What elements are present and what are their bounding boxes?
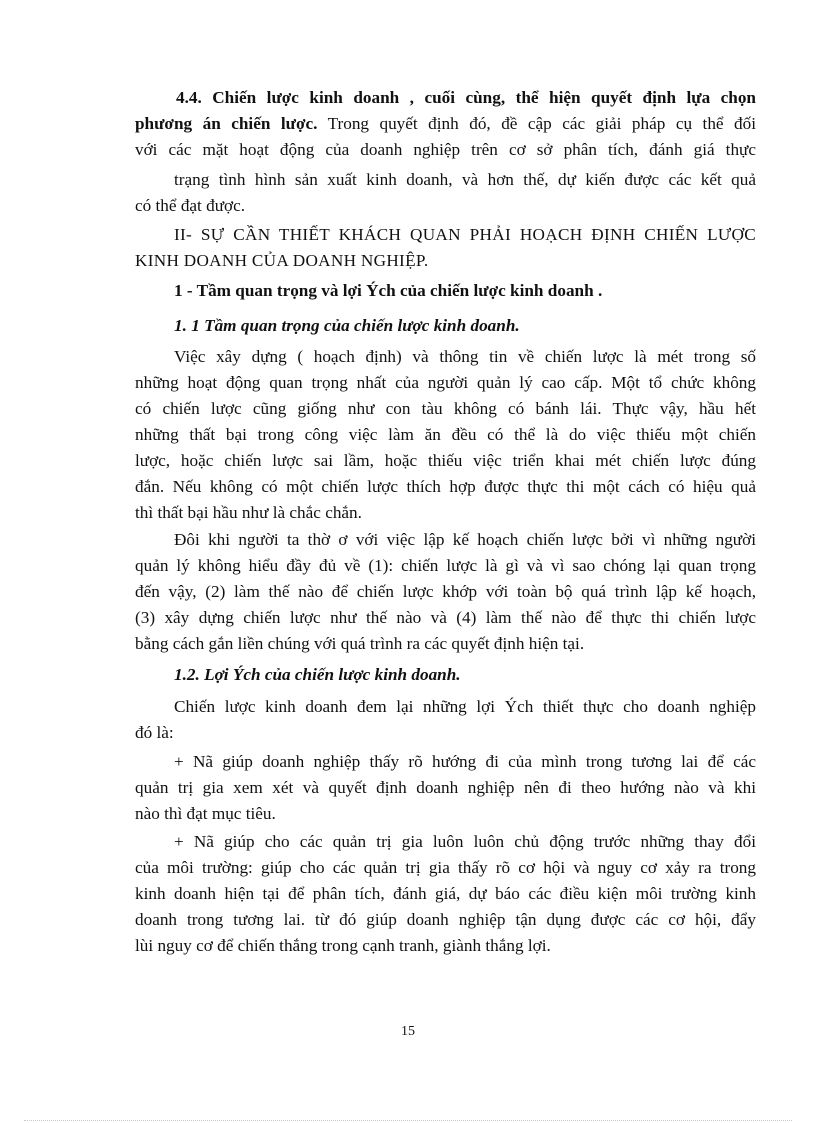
paragraph-1-line: đắn. Nếu không có một chiến lược thích hợp được thực thi một cách có hiệu quả (135, 477, 756, 496)
section-4-4-continuation (174, 167, 756, 193)
paragraph-1-line: thì thất bại hầu như là chắc chắn. (135, 503, 362, 522)
paragraph-4-line: nào thì đạt mục tiêu. (135, 804, 276, 823)
section-II-line2: KINH DOANH CỦA DOANH NGHIỆP. (135, 251, 429, 270)
section-4-4-line5: có thể đạt được. (135, 196, 246, 215)
paragraph-4-line: quản trị gia xem xét và quyết định doanh nghiệp nên đi theo hướng nào và khi (135, 778, 756, 797)
paragraph-2-line: đến vậy, (2) làm thế nào để chiến lược khớp với toàn bộ quá trình lập kế hoạch, (135, 582, 756, 601)
section-4-4-paragraph (135, 85, 756, 163)
paragraph-5-line: của môi trường: giúp cho các quản trị gia thấy rõ cơ hội và nguy cơ xảy ra trong (135, 858, 756, 877)
paragraph-1-line: có chiến lược cũng giống như con tàu không có bánh lái. Thực vậy, hầu hết (135, 399, 756, 418)
section-4-4-line3: với các mặt hoạt động của doanh nghiệp trên cơ sở phân tích, đánh giá thực (135, 140, 756, 159)
heading-1 (174, 278, 756, 304)
page-bottom-divider (24, 1120, 792, 1121)
paragraph-3 (135, 694, 756, 746)
paragraph-4-line: + Nã giúp doanh nghiệp thấy rõ hướng đi của mình trong tương lai để các (174, 752, 756, 771)
heading-1-2 (174, 662, 756, 688)
paragraph-5-line: kinh doanh hiện tại để phân tích, đánh giá, dự báo các điều kiện môi trường kinh (135, 884, 756, 903)
paragraph-5-line: lùi nguy cơ để chiến thắng trong cạnh tranh, giành thắng lợi. (135, 936, 551, 955)
heading-1-1 (174, 313, 756, 339)
section-II-line1: II- SỰ CẦN THIẾT KHÁCH QUAN PHẢI HOẠCH ĐỊNH CHIẾN LƯỢC (174, 225, 756, 244)
heading-1-2-text: 1.2. Lợi Ých của chiến lược kinh doanh. (174, 665, 461, 684)
paragraph-5-line: doanh trong tương lai. từ đó giúp doanh nghiệp tận dụng được các cơ hội, đẩy (135, 910, 756, 929)
paragraph-1-line: Việc xây dựng ( hoạch định) và thông tin về chiến lược là mét trong số (174, 347, 756, 366)
paragraph-2-line: quản lý không hiểu đầy đủ về (1): chiến lược là gì và vì sao chóng lại quan trọng (135, 556, 756, 575)
paragraph-4 (135, 749, 756, 827)
paragraph-3-line: đó là: (135, 723, 174, 742)
section-4-4-end (135, 193, 756, 219)
heading-1-text: 1 - Tầm quan trọng và lợi Ých của chiến lược kinh doanh . (174, 281, 603, 300)
paragraph-1-line: những hoạt động quan trọng nhất của người quản lý cao cấp. Một tổ chức không (135, 373, 756, 392)
paragraph-1 (135, 344, 756, 526)
paragraph-1-line: những thất bại trong công việc làm ăn đều có thể là do việc thiếu một chiến (135, 425, 756, 444)
paragraph-2 (135, 527, 756, 657)
paragraph-3-line: Chiến lược kinh doanh đem lại những lợi Ých thiết thực cho doanh nghiệp (174, 697, 756, 716)
paragraph-1-line: lược, hoặc chiến lược sai lầm, hoặc thiếu việc triển khai mét chiến lược đúng (135, 451, 756, 470)
section-4-4-line2 (135, 111, 756, 137)
page-number: 15 (401, 1024, 415, 1039)
section-4-4-heading-line2-rest: Trong quyết định đó, đề cập các giải pháp cụ thể đối (317, 114, 756, 133)
section-4-4-heading-line2-bold: phương án chiến lược. (135, 114, 318, 133)
section-4-4-line4: trạng tình hình sản xuất kinh doanh, và hơn thế, dự kiến được các kết quả (174, 170, 756, 189)
section-4-4-heading-line1: 4.4. Chiến lược kinh doanh , cuối cùng, thể hiện quyết định lựa chọn (176, 88, 756, 107)
paragraph-2-line: Đôi khi người ta thờ ơ với việc lập kế hoạch chiến lược bởi vì những người (174, 530, 756, 549)
paragraph-5-line: + Nã giúp cho các quản trị gia luôn luôn chủ động trước những thay đổi (174, 832, 756, 851)
paragraph-2-line: (3) xây dựng chiến lược như thế nào và (4) làm thế nào để thực thi chiến lược (135, 608, 756, 627)
section-II-heading (135, 222, 756, 274)
heading-1-1-text: 1. 1 Tầm quan trọng của chiến lược kinh doanh. (174, 316, 520, 335)
paragraph-2-line: bằng cách gắn liền chúng với quá trình ra các quyết định hiện tại. (135, 634, 585, 653)
paragraph-5 (135, 829, 756, 959)
